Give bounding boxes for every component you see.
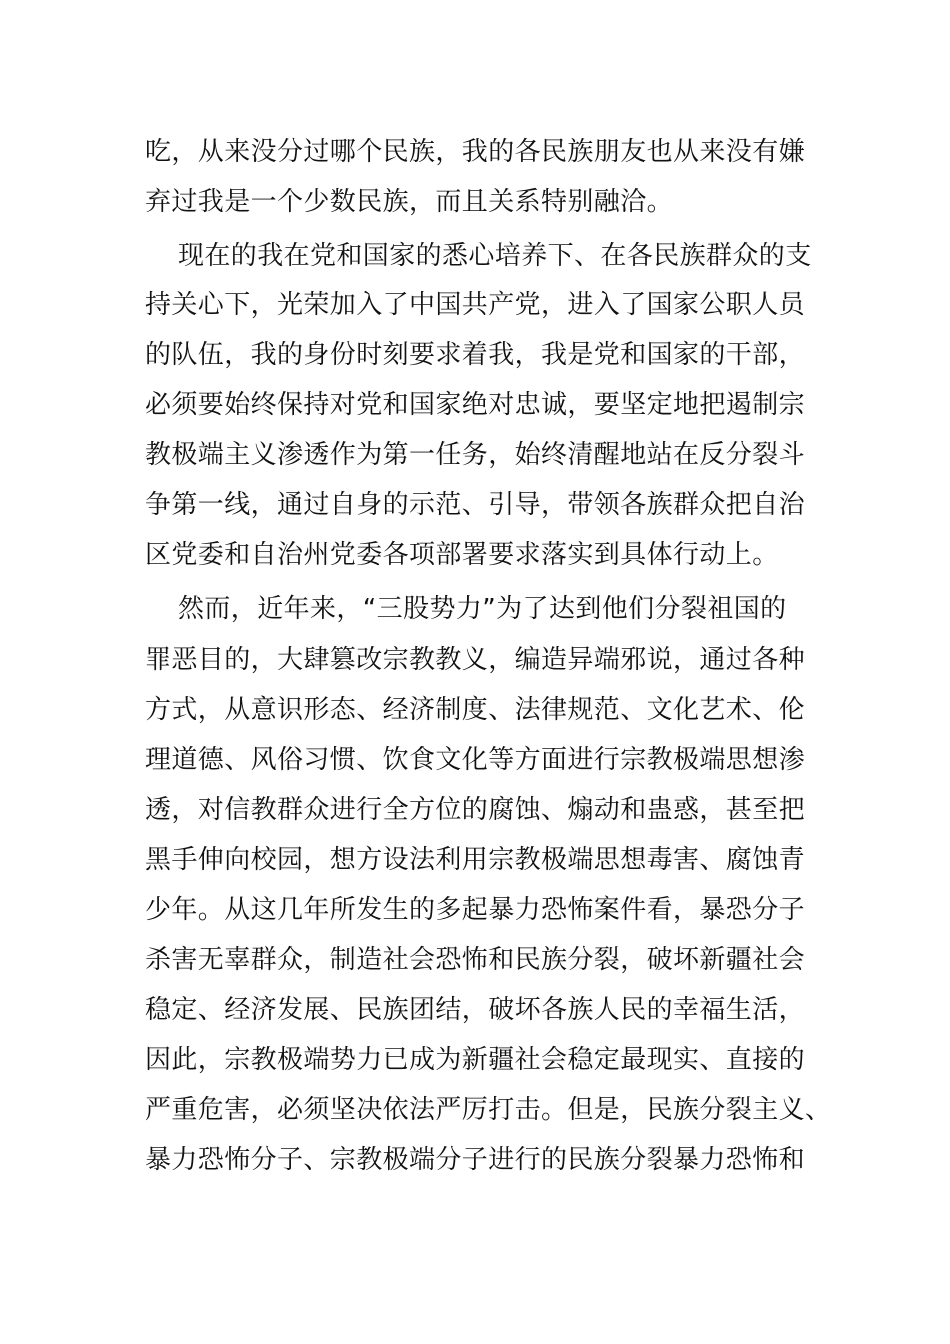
text-line: 必须要始终保持对党和国家绝对忠诚，要坚定地把遏制宗 xyxy=(145,390,806,420)
text-line: 理道德、风俗习惯、饮食文化等方面进行宗教极端思想渗 xyxy=(145,745,806,775)
text-line: 少年。从这几年所发生的多起暴力恐怖案件看，暴恐分子 xyxy=(145,895,806,925)
text-line: 严重危害，必须坚决依法严厉打击。但是，民族分裂主义、 xyxy=(145,1095,832,1125)
paragraph-start-line: 然而，近年来，“三股势力”为了达到他们分裂祖国的 xyxy=(178,594,787,624)
text-line: 教极端主义渗透作为第一任务，始终清醒地站在反分裂斗 xyxy=(145,440,806,470)
text-line: 争第一线，通过自身的示范、引导，带领各族群众把自治 xyxy=(145,490,806,520)
text-line: 稳定、经济发展、民族团结，破坏各族人民的幸福生活， xyxy=(145,995,806,1025)
text-line: 的队伍，我的身份时刻要求着我，我是党和国家的干部， xyxy=(145,340,806,370)
text-line: 罪恶目的，大肆篡改宗教教义，编造异端邪说，通过各种 xyxy=(145,645,806,675)
text-line: 杀害无辜群众，制造社会恐怖和民族分裂，破坏新疆社会 xyxy=(145,945,806,975)
text-line: 持关心下，光荣加入了中国共产党，进入了国家公职人员 xyxy=(145,290,806,320)
paragraph-start-line: 现在的我在党和国家的悉心培养下、在各民族群众的支 xyxy=(178,241,812,271)
text-line: 区党委和自治州党委各项部署要求落实到具体行动上。 xyxy=(145,540,779,570)
text-line: 黑手伸向校园，想方设法利用宗教极端思想毒害、腐蚀青 xyxy=(145,845,806,875)
text-line: 方式，从意识形态、经济制度、法律规范、文化艺术、伦 xyxy=(145,695,806,725)
text-line: 因此，宗教极端势力已成为新疆社会稳定最现实、直接的 xyxy=(145,1045,806,1075)
text-line: 透，对信教群众进行全方位的腐蚀、煽动和蛊惑，甚至把 xyxy=(145,795,806,825)
text-line: 暴力恐怖分子、宗教极端分子进行的民族分裂暴力恐怖和 xyxy=(145,1145,806,1175)
text-line: 吃，从来没分过哪个民族，我的各民族朋友也从来没有嫌 xyxy=(145,137,806,167)
text-line: 弃过我是一个少数民族，而且关系特别融洽。 xyxy=(145,187,674,217)
